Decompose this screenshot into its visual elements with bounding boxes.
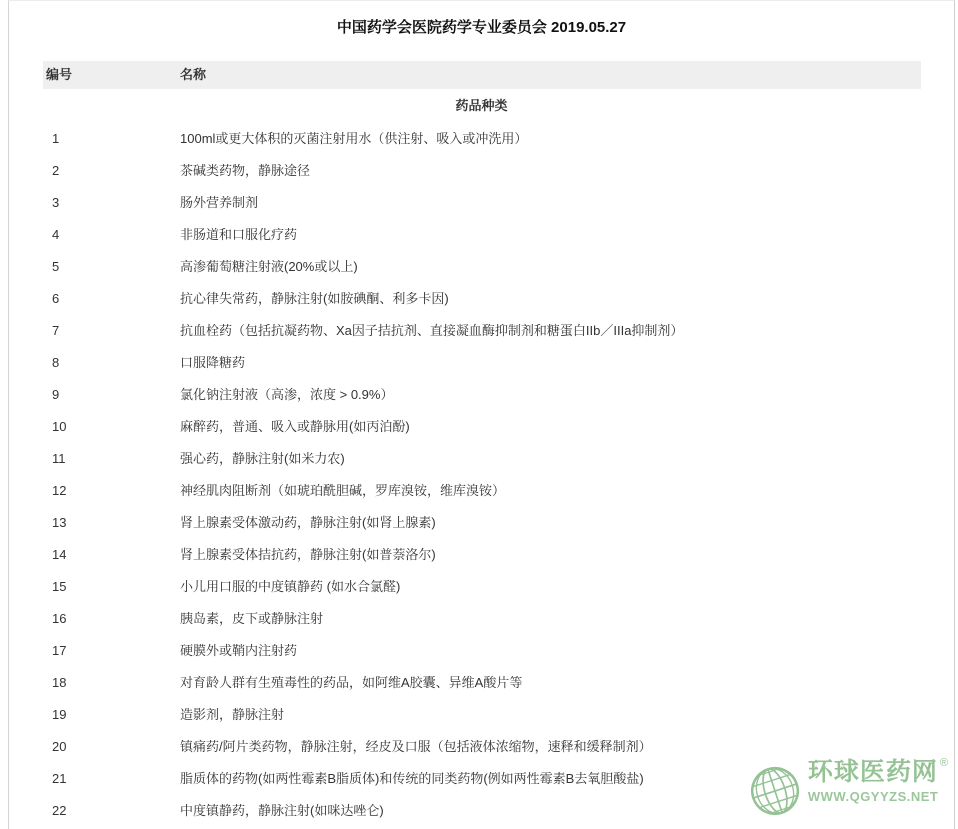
table-row (9, 155, 954, 187)
row-number: 3 (52, 195, 60, 210)
table-row (9, 571, 954, 603)
row-name: 中度镇静药，静脉注射(如咪达唑仑) (180, 803, 384, 818)
table-row (9, 347, 954, 379)
row-number: 2 (52, 163, 60, 178)
row-name: 茶碱类药物，静脉途径 (180, 163, 311, 178)
row-number: 4 (52, 227, 60, 242)
row-number: 15 (52, 579, 67, 594)
row-number: 22 (52, 803, 67, 818)
row-number: 16 (52, 611, 67, 626)
row-name: 抗心律失常药，静脉注射(如胺碘酮、利多卡因) (180, 291, 449, 306)
document-page (8, 0, 955, 829)
table-row (9, 219, 954, 251)
row-name: 麻醉药，普通、吸入或静脉用(如丙泊酚) (180, 419, 410, 434)
row-number: 12 (52, 483, 67, 498)
row-name: 肾上腺素受体激动药，静脉注射(如肾上腺素) (180, 515, 436, 530)
row-number: 17 (52, 643, 67, 658)
row-number: 18 (52, 675, 67, 690)
row-name: 神经肌肉阻断剂（如琥珀酰胆碱，罗库溴铵，维库溴铵） (180, 483, 506, 498)
row-name: 脂质体的药物(如两性霉素B脂质体)和传统的同类药物(例如两性霉素B去氧胆酸盐) (180, 771, 644, 786)
row-number: 9 (52, 387, 60, 402)
row-number: 13 (52, 515, 67, 530)
row-name: 100ml或更大体积的灭菌注射用水（供注射、吸入或冲洗用） (180, 131, 528, 146)
table-row (9, 283, 954, 315)
row-name: 胰岛素，皮下或静脉注射 (180, 611, 324, 626)
row-number: 19 (52, 707, 67, 722)
row-name: 镇痛药/阿片类药物，静脉注射，经皮及口服（包括液体浓缩物，速释和缓释制剂） (180, 739, 652, 754)
row-number: 5 (52, 259, 60, 274)
column-header-name: 名称 (180, 67, 207, 82)
row-number: 14 (52, 547, 67, 562)
registered-trademark-icon: ® (939, 757, 948, 769)
table-header-row (43, 61, 921, 89)
table-row (9, 603, 954, 635)
page-title: 中国药学会医院药学专业委员会 2019.05.27 (336, 19, 627, 36)
row-number: 10 (52, 419, 67, 434)
row-name: 强心药，静脉注射(如米力农) (180, 451, 345, 466)
table-row (9, 635, 954, 667)
row-name: 口服降糖药 (180, 355, 246, 370)
table-row (9, 443, 954, 475)
row-number: 7 (52, 323, 60, 338)
row-name: 抗血栓药（包括抗凝药物、Xa因子拮抗剂、直接凝血酶抑制剂和糖蛋白IIb／IIIa抑制剂） (180, 323, 684, 338)
table-row (9, 539, 954, 571)
table-body (9, 123, 954, 827)
table-row (9, 699, 954, 731)
table-row (9, 123, 954, 155)
row-number: 20 (52, 739, 67, 754)
watermark-text-column (807, 757, 948, 804)
row-name: 肾上腺素受体拮抗药，静脉注射(如普萘洛尔) (180, 547, 436, 562)
row-name: 高渗葡萄糖注射液(20%或以上) (180, 259, 358, 274)
globe-icon (748, 763, 802, 824)
row-number: 6 (52, 291, 60, 306)
row-name: 小儿用口服的中度镇静药 (如水合氯醛) (180, 579, 401, 594)
row-number: 11 (52, 451, 66, 466)
watermark-site-url: WWW.QGYYZS.NET (807, 789, 939, 804)
row-name: 硬膜外或鞘内注射药 (180, 643, 298, 658)
row-name: 氯化钠注射液（高渗，浓度 > 0.9%） (180, 387, 394, 402)
row-number: 8 (52, 355, 60, 370)
table-row (9, 667, 954, 699)
row-name: 对育龄人群有生殖毒性的药品，如阿维A胶囊、异维A酸片等 (180, 675, 523, 690)
table-row (9, 187, 954, 219)
row-name: 肠外营养制剂 (180, 195, 259, 210)
row-number: 21 (52, 771, 67, 786)
row-number: 1 (52, 131, 60, 146)
row-name: 非肠道和口服化疗药 (180, 227, 298, 242)
table-row (9, 507, 954, 539)
site-watermark (748, 757, 948, 824)
table-row (9, 475, 954, 507)
table-row (9, 379, 954, 411)
watermark-site-name: 环球医药网 (807, 758, 938, 786)
row-name: 造影剂，静脉注射 (180, 707, 285, 722)
column-header-no: 编号 (46, 67, 73, 82)
section-header: 药品种类 (455, 98, 508, 113)
table-row (9, 411, 954, 443)
table-row (9, 315, 954, 347)
table-row (9, 251, 954, 283)
